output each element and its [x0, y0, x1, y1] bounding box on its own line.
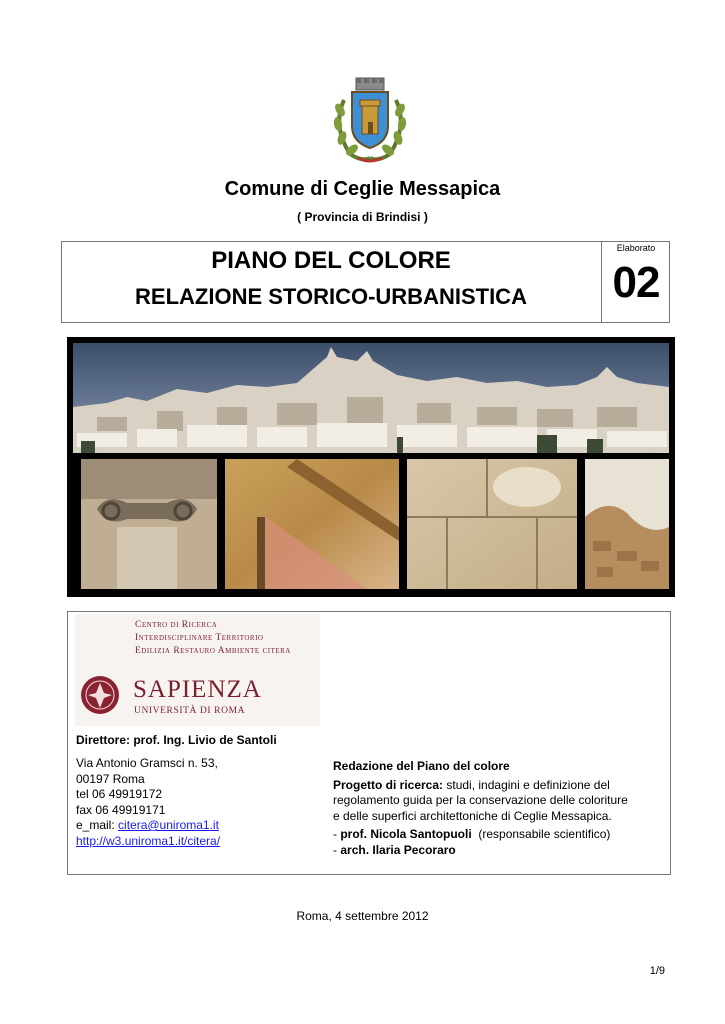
person-2-line: [333, 843, 663, 859]
document-subtitle: RELAZIONE STORICO-URBANISTICA: [135, 284, 527, 309]
province-name: ( Provincia di Brindisi ): [297, 210, 428, 224]
peeling-wall-photo: [585, 459, 669, 589]
research-line-1: [333, 778, 663, 794]
research-text-1: studi, indagini e definizione del: [443, 777, 610, 792]
citera-sapienza-logo: [75, 614, 320, 726]
stone-capital-photo: [81, 459, 217, 589]
research-label: Progetto di ricerca:: [333, 777, 444, 792]
sapienza-wordmark: SAPIENZA: [133, 676, 262, 703]
document-title: PIANO DEL COLORE: [211, 247, 451, 274]
research-line-2: regolamento guida per la conservazione delle coloriture: [333, 793, 628, 807]
elaborato-number: 02: [612, 258, 660, 307]
sapienza-seal-icon: [79, 670, 121, 720]
address-tel: tel 06 49919172: [76, 787, 163, 801]
address-email-line: [76, 818, 220, 834]
research-line-3: e delle superfici architettoniche di Ceglie Messapica.: [333, 808, 612, 823]
address-street: Via Antonio Gramsci n. 53,: [76, 756, 218, 770]
email-label: e_mail:: [76, 818, 119, 832]
elaborato-label: Elaborato: [616, 243, 656, 253]
person-2-name: arch. Ilaria Pecoraro: [340, 842, 456, 857]
person-1-line: [333, 827, 663, 843]
sapienza-subtitle: UNIVERSITÀ DI ROMA: [134, 706, 246, 716]
municipality-name: Comune di Ceglie Messapica: [224, 178, 501, 200]
municipal-coat-of-arms: [328, 76, 412, 168]
director-name: Direttore: prof. Ing. Livio de Santoli: [76, 733, 277, 747]
person-2-prefix: -: [333, 842, 341, 857]
logo-line-1: Centro di Ricerca: [135, 620, 218, 630]
stone-blocks-photo: [407, 459, 577, 589]
address-website-line: [76, 834, 220, 850]
person-1-prefix: -: [333, 827, 341, 841]
logo-line-2: Interdisciplinare Territorio: [135, 633, 264, 643]
ochre-wall-photo: [225, 459, 399, 589]
website-link[interactable]: http://w3.uniroma1.it/citera/: [76, 833, 221, 848]
email-link[interactable]: citera@uniroma1.it: [118, 818, 219, 832]
address-fax: fax 06 49919171: [76, 802, 166, 817]
project-block: [333, 759, 663, 858]
logo-line-3: Edilizia Restauro Ambiente citera: [135, 646, 291, 656]
address-city: 00197 Roma: [76, 771, 145, 786]
town-panorama-photo: [73, 343, 669, 453]
photo-collage: [67, 337, 675, 597]
person-1-role: (responsabile scientifico): [471, 827, 611, 841]
document-date: Roma, 4 settembre 2012: [296, 909, 429, 923]
address-block: [76, 756, 220, 849]
person-1-name: prof. Nicola Santopuoli: [340, 827, 472, 841]
page-number: 1/9: [649, 965, 665, 977]
project-heading: Redazione del Piano del colore: [333, 759, 510, 773]
